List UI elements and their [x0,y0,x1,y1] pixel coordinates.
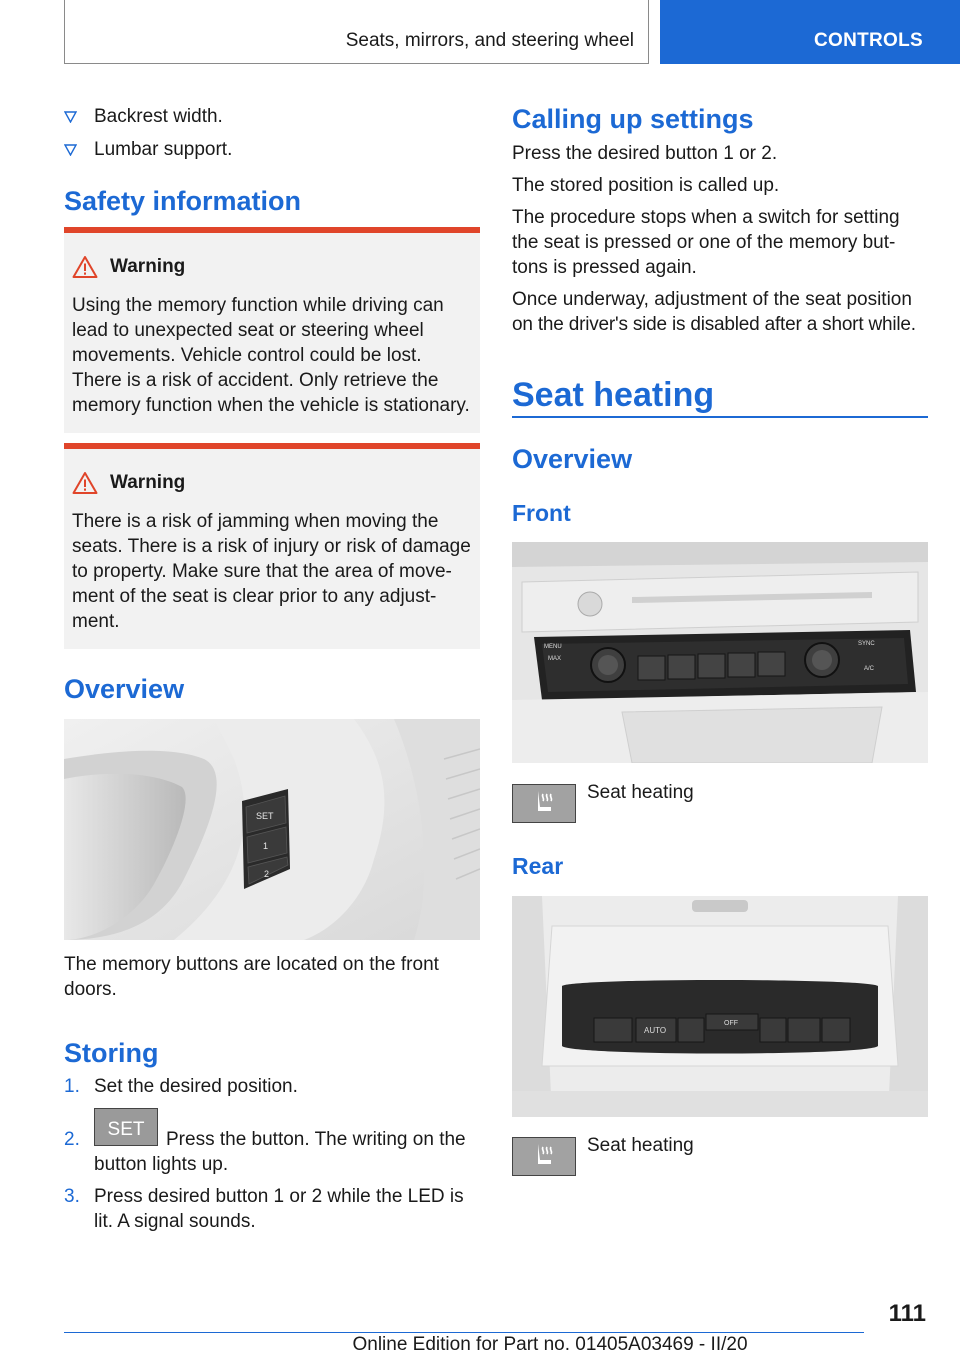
door-panel-illustration [64,719,480,940]
rear-heading: Rear [512,853,564,879]
step-line: Set the desired position. [94,1076,298,1097]
list-item-text: Lumbar support. [94,139,233,160]
ac-key-label: A/C [864,666,875,672]
calling-paragraph [512,173,932,198]
rear-seat-heating-caption: Seat heating [587,1135,694,1156]
warning-line: ment. [72,611,120,632]
seat-heating-icon [512,784,576,823]
edition-note: Online Edition for Part no. 01405A03469 - II/20 [352,1334,748,1355]
warning-triangle-icon [72,255,98,279]
step-text [94,1127,480,1177]
seat-heat-symbol-icon [513,785,575,822]
seat-heating-heading: Seat heating [512,376,715,414]
paragraph-line: Once underway, adjustment of the seat position [512,289,912,310]
paragraph-line: Press the desired button 1 or 2. [512,143,778,164]
paragraph-line: the seat is pressed or one of the memory but- [512,232,896,253]
menu-key-label: MENU [544,644,562,650]
step-line: Press the button. The writing on the [166,1129,466,1150]
rear-climate-panel-image [512,896,928,1117]
sync-key-label: SYNC [858,641,875,647]
rear-auto-key-label: AUTO [644,1026,667,1035]
warning-line: lead to unexpected seat or steering wheel [72,320,424,341]
warning-line: ment of the seat is clear prior to any adjust- [72,586,437,607]
button-2-label: 2 [264,869,270,879]
step-text [94,1074,480,1099]
step-number: 2. [64,1129,80,1150]
overview-heading: Overview [64,674,185,704]
seat-heating-overview-heading: Overview [512,444,633,474]
warning-text [72,509,474,634]
caption-line: The memory buttons are located on the front [64,954,439,975]
seat-heat-symbol-icon [513,1138,575,1175]
warning-line: Using the memory function while driving can [72,295,444,316]
footer-rule [64,1332,864,1333]
warning-line: There is a risk of accident. Only retrieve the [72,370,439,391]
paragraph-line: tons is pressed again. [512,257,697,278]
calling-paragraph [512,141,932,166]
paragraph-line: The procedure stops when a switch for setting [512,207,900,228]
set-button-label: SET [256,811,274,821]
step-text [94,1184,480,1234]
warning-line: to property. Make sure that the area of move- [72,561,452,582]
step-number: 1. [64,1076,80,1097]
calling-paragraph [512,287,942,337]
warning-triangle-icon [72,471,98,495]
heading-rule [512,416,928,418]
warning-line: There is a risk of jamming when moving the [72,511,439,532]
caption-line: doors. [64,979,117,1000]
warning-box [64,443,480,649]
front-seat-heating-caption: Seat heating [587,782,694,803]
paragraph-line: The stored position is called up. [512,175,780,196]
front-panel-illustration [512,542,928,763]
page-number: 111 [888,1300,926,1327]
front-heading: Front [512,500,571,526]
header-section-box [64,0,649,64]
max-key-label: MAX [548,656,562,662]
calling-up-settings-heading: Calling up settings [512,104,754,134]
step-line: lit. A signal sounds. [94,1211,256,1232]
paragraph-line: on the driver's side is disabled after a short while. [512,314,916,335]
overview-caption [64,952,480,1002]
triangle-bullet-icon [64,111,77,123]
chapter-tab-label: CONTROLS [814,30,924,51]
warning-text [72,293,474,418]
step-line: Press desired button 1 or 2 while the LED is [94,1186,464,1207]
calling-paragraph [512,205,932,280]
seat-heating-icon [512,1137,576,1176]
step-number: 3. [64,1186,80,1207]
rear-panel-illustration [512,896,928,1117]
safety-heading: Safety information [64,186,302,216]
triangle-bullet-icon [64,144,77,156]
door-memory-buttons-image [64,719,480,940]
warning-title: Warning [110,472,186,493]
rear-off-key-label: OFF [724,1020,738,1027]
step-line: button lights up. [94,1154,229,1175]
set-key-label: SET [107,1119,145,1140]
chapter-tab[interactable] [660,0,960,64]
warning-line: movements. Vehicle control could be lost. [72,345,422,366]
front-climate-panel-image [512,542,928,763]
warning-box [64,227,480,433]
storing-heading: Storing [64,1038,159,1068]
list-item-text: Backrest width. [94,106,223,127]
warning-line: seats. There is a risk of injury or risk of damage [72,536,471,557]
warning-line: memory function when the vehicle is stationary. [72,395,470,416]
warning-title: Warning [110,256,186,277]
section-title: Seats, mirrors, and steering wheel [345,30,634,51]
button-1-label: 1 [263,841,269,851]
